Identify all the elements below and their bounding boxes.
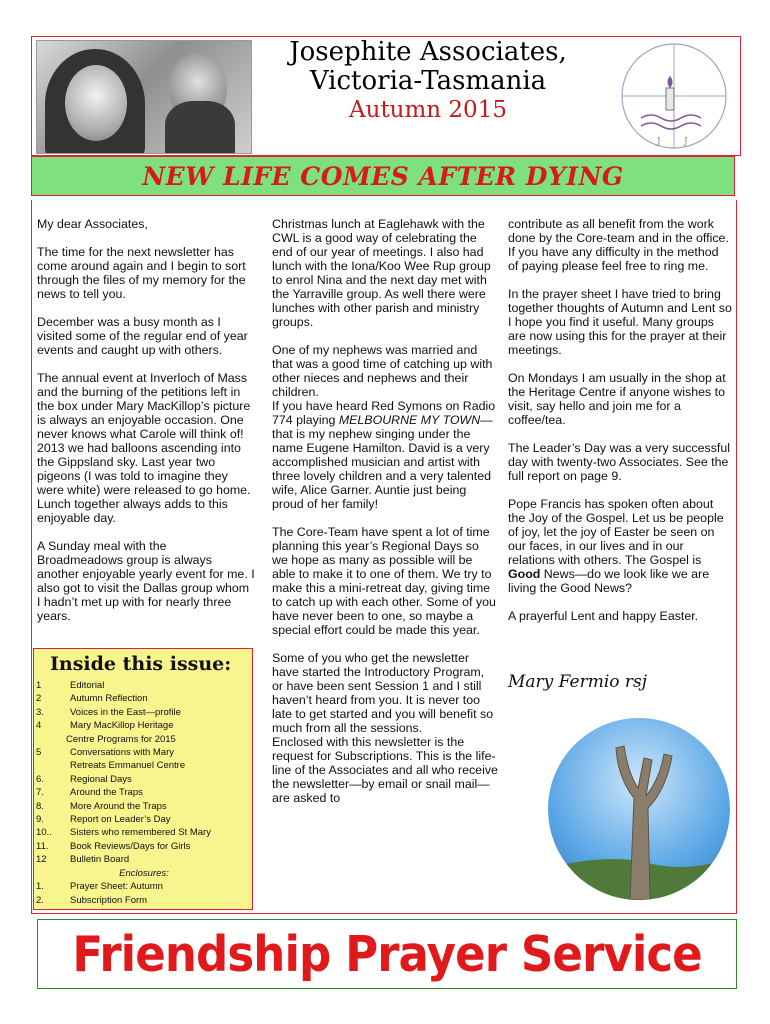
contents-item: 3. Voices in the East—profile xyxy=(36,706,181,718)
song-title: MELBOURNE MY TOWN xyxy=(338,413,481,427)
paragraph: contribute as all benefit from the work done by the Core-team and in the office. If you have any difficulty in the method of paying please feel free to ring me. xyxy=(508,217,729,273)
contents-item: 11. Book Reviews/Days for Girls xyxy=(36,840,191,852)
paragraph: Some of you who get the newsletter have started the Introductory Program, or have been sent Session 1 and I still haven’t heard from you. It is never too late to get started and you will benefit so much from all the sessions. Enclosed with this newsletter is the request for Subscriptions. This is the life-line of the Associates and all who receive the newsletter—by email or snail mail—are asked to xyxy=(272,651,498,805)
title-line-1: Josephite Associates, xyxy=(289,37,567,67)
enclosures-label: Enclosures: xyxy=(119,867,169,879)
paragraph: On Mondays I am usually in the shop at the Heritage Centre if anyone wishes to visit, say hello and join me for a coffee/tea. xyxy=(508,371,726,427)
contents-item: 7. Around the Traps xyxy=(36,787,143,799)
contents-item: 9. Report on Leader’s Day xyxy=(36,814,171,826)
contents-item: 8. More Around the Traps xyxy=(36,800,167,812)
paragraph: The Core-Team have spent a lot of time planning this year’s Regional Days so we hope as many as possible will be able to make it to one of them. We try to make this a mini-retreat day, giving time to catch up with each other. Some of you have never been to one, so maybe a special effort could be made this year. xyxy=(272,525,496,637)
contents-item: 10.. Sisters who remembered St Mary xyxy=(36,827,211,839)
contents-item: 6. Regional Days xyxy=(36,773,132,785)
paragraph: One of my nephews was married and that was a good time of catching up with other nieces and nephews and their children. If you have heard Red Symons on Radio 774 playing MELBOURNE MY TOWN—that is my nephew singing under the name Eugene Hamilton. David is a very accomplished musician and artist with three lovely children and a very talented wife, Alice Garner. Auntie just being proud of her family! xyxy=(272,343,496,511)
sculpture-graphic xyxy=(548,718,730,900)
greeting: My dear Associates, xyxy=(37,217,148,231)
logo-letter-right: J xyxy=(684,137,688,147)
title-line-2: Victoria-Tasmania xyxy=(309,66,547,96)
newsletter-title xyxy=(258,38,598,125)
column-2 xyxy=(272,217,498,819)
paragraph: The Leader’s Day was a very successful day with twenty-two Associates. See the full report on page 9. xyxy=(508,441,730,483)
emphasis-good: Good xyxy=(508,567,541,581)
season-label: Autumn 2015 xyxy=(349,97,507,123)
contents-item: 12 Bulletin Board xyxy=(36,854,130,866)
closing-line: A prayerful Lent and happy Easter. xyxy=(508,609,699,623)
paragraph: In the prayer sheet I have tried to bring together thoughts of Autumn and Lent so I hope you find it useful. Many groups are now using this for the prayer at their meetings. xyxy=(508,287,732,357)
contents-item: 4 Mary MacKillop Heritage xyxy=(36,720,174,732)
enclosure-item: 1. Prayer Sheet: Autumn xyxy=(36,881,163,893)
paragraph: December was a busy month as I visited some of the regular end of year events and caught up with others. xyxy=(37,315,248,357)
column-1 xyxy=(37,217,255,637)
footer-banner xyxy=(37,919,737,989)
column-3 xyxy=(508,217,732,637)
contents-item: Retreats Emmanuel Centre xyxy=(70,760,186,772)
paragraph: The time for the next newsletter has come around again and I begin to sort through the files of my memory for the news to tell you. xyxy=(37,245,246,301)
inside-this-issue-box xyxy=(33,648,253,910)
footer-title: Friendship Prayer Service xyxy=(72,925,702,983)
founders-photo xyxy=(36,40,252,154)
contents-item: 1 Editorial xyxy=(36,680,105,691)
paragraph: Pope Francis has spoken often about the Joy of the Gospel. Let us be people of joy, let the joy of Easter be seen on our faces, in our lives and in our relations with others. The Gospel is Good News—do we look like we are living the Good News? xyxy=(508,497,724,595)
paragraph: A Sunday meal with the Broadmeadows group is always another enjoyable yearly event for me. I also got to visit the Dallas group whom I hadn’t met up with for nearly three years. xyxy=(37,539,255,623)
contents-item: 5 Conversations with Mary xyxy=(36,747,175,759)
paragraph: The annual event at Inverloch of Mass and the burning of the petitions left in the box under Mary MacKillop’s picture is always an enjoyable occasion. One never knows what Carole will think of! 2013 we had balloons ascending into the Gippsland sky. Last year two pigeons (I was told to imagine they were white) were released to go home. Lunch together always adds to this enjoyable day. xyxy=(37,371,251,525)
paragraph: Christmas lunch at Eaglehawk with the CWL is a good way of celebrating the end of our year of meetings. I also had lunch with the Iona/Koo Wee Rup group to enrol Nina and the next day met with the Yarraville group. As well there were lunches with other parish and ministry groups. xyxy=(272,217,491,329)
josephite-logo xyxy=(611,40,737,152)
contents-list xyxy=(34,679,254,907)
contents-item: Centre Programs for 2015 xyxy=(66,733,176,745)
headline-text: NEW LIFE COMES AFTER DYING xyxy=(142,161,624,191)
inside-title: Inside this issue: xyxy=(50,653,232,675)
sculpture-photo xyxy=(548,718,730,900)
logo-letter-left: J xyxy=(657,137,661,147)
headline-banner xyxy=(31,156,735,196)
contents-item: 2 Autumn Reflection xyxy=(36,693,148,705)
enclosure-item: 2. Subscription Form xyxy=(36,894,148,906)
signature: Mary Fermio rsj xyxy=(508,672,648,692)
